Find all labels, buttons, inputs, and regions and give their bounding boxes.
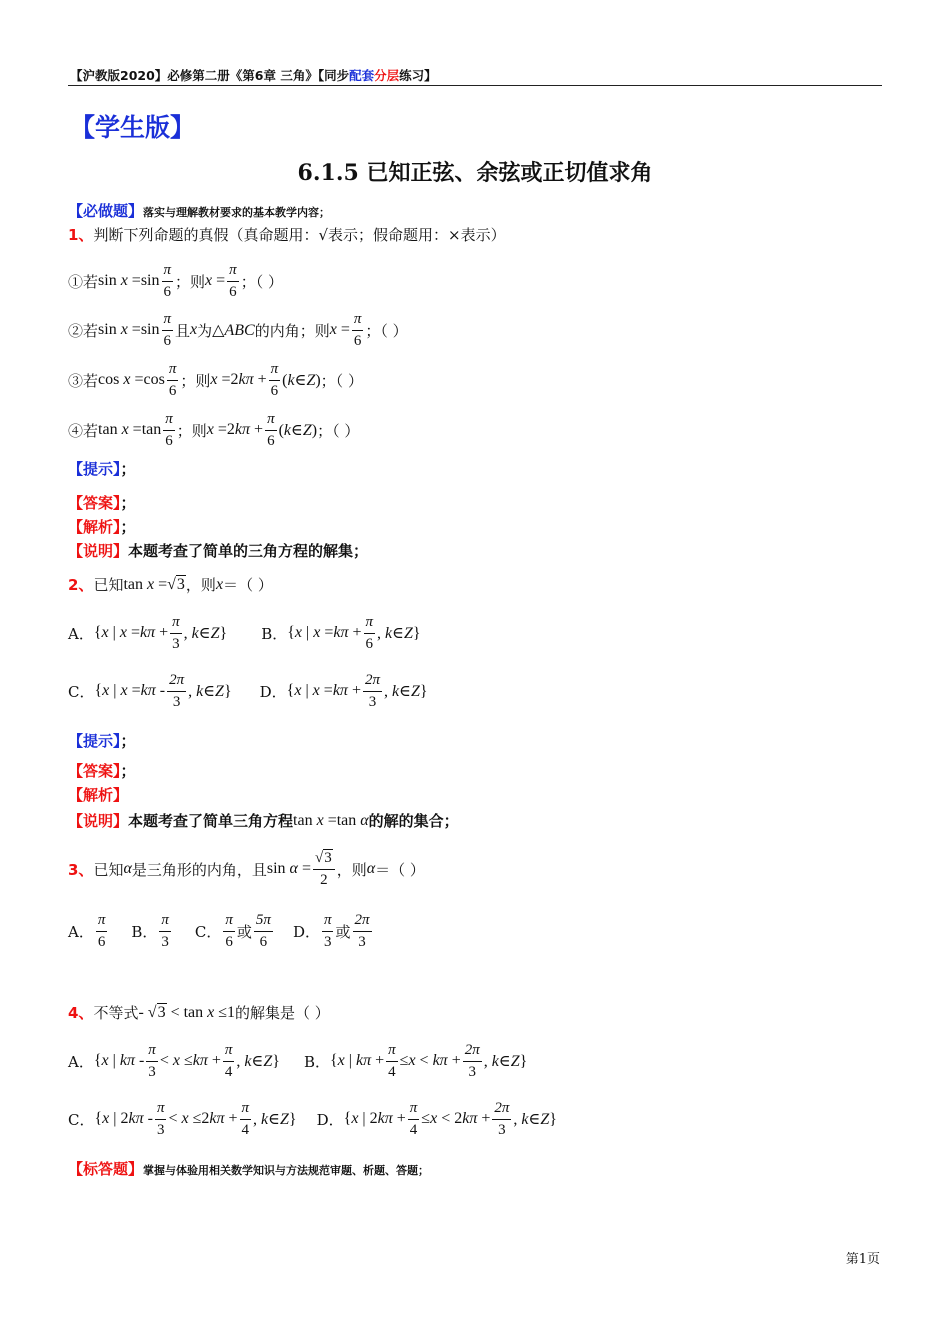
- math-expr: x =: [205, 272, 226, 289]
- page-number: 第1页: [845, 1252, 880, 1267]
- question-number: 4、: [68, 1004, 94, 1022]
- math-expr: cos x =cos: [98, 371, 165, 388]
- page-title: 6.1.5 已知正弦、余弦或正切值求角: [297, 160, 653, 186]
- q2-options-row2: [68, 672, 428, 710]
- fraction: $\frac{5\pi}{6}$: [255, 912, 271, 950]
- q1-hint: [68, 458, 136, 479]
- item-text: 且: [175, 321, 191, 340]
- question-2-stem: [68, 574, 273, 595]
- question-text: （ ）: [238, 576, 273, 594]
- math-expr: {x | kπ -: [93, 1052, 145, 1069]
- math-expr: tan x =tan: [98, 421, 162, 438]
- fraction: $\frac{\pi}{6}$: [267, 411, 275, 449]
- question-text: 已知: [93, 860, 124, 879]
- math-expr: {x | 2kπ +: [343, 1110, 406, 1127]
- math-expr: α: [366, 860, 376, 877]
- question-text: 不等式: [93, 1004, 139, 1022]
- option-label-a: A．: [68, 922, 94, 941]
- semicolon: ；: [120, 460, 136, 478]
- math-expr: {x | 2kπ -: [94, 1110, 153, 1127]
- fraction: $\frac{\pi}{4}$: [388, 1042, 396, 1080]
- answer-tag: 【答案】: [68, 494, 121, 512]
- note-tag: 【说明】: [68, 812, 129, 830]
- option-label-d: D．: [316, 1110, 344, 1129]
- q1-answer: [68, 492, 136, 513]
- fraction: $\frac{\pi}{6}$: [165, 411, 173, 449]
- tag-answer-desc: 掌握与体验用相关数学知识与方法规范审题、析题、答题；: [143, 1164, 430, 1177]
- question-1-stem: [68, 224, 506, 245]
- item-text: ②若: [68, 321, 99, 340]
- question-text: 的解集是（ ）: [235, 1004, 330, 1022]
- math-expr: < x ≤2kπ +: [168, 1110, 238, 1127]
- math-expr: < x ≤kπ +: [159, 1052, 221, 1069]
- fraction: $\frac{\pi}{6}$: [97, 912, 106, 950]
- fraction: $\frac{\pi}{6}$: [225, 912, 233, 950]
- semicolon: ；: [120, 732, 136, 750]
- tag-answer-tag: 【标答题】: [68, 1160, 144, 1178]
- fraction: $\frac{\pi}{6}$: [168, 361, 177, 399]
- item-text: ；则: [180, 371, 211, 390]
- q3-options: [68, 912, 374, 950]
- note-text: 的解的集合；: [368, 812, 459, 830]
- must-do-tag: 【必做题】: [68, 202, 144, 220]
- item-text: ；（ ）: [320, 371, 363, 390]
- question-number: 2、: [68, 576, 94, 594]
- q1-note: [68, 540, 368, 561]
- option-label-a: A．: [68, 1052, 94, 1071]
- question-number: 3、: [68, 860, 94, 879]
- math-expr: x =: [329, 321, 350, 338]
- q2-answer: [68, 760, 136, 781]
- option-label-c: C．: [68, 682, 95, 701]
- q1-item-2: [68, 311, 408, 349]
- semicolon: ；: [120, 762, 136, 780]
- fraction: $\frac{\pi}{3}$: [156, 1100, 165, 1138]
- math-expr: x =2kπ +: [206, 421, 264, 438]
- math-expr: x: [190, 321, 198, 338]
- fraction: $\frac{2\pi}{3}$: [169, 672, 185, 710]
- hint-tag: 【提示】: [68, 460, 121, 478]
- fraction: $\frac{\pi}{6}$: [163, 311, 172, 349]
- fraction: $\frac{\pi}{4}$: [241, 1100, 250, 1138]
- item-text: 的内角；则: [254, 321, 330, 340]
- fraction: $\frac{2\pi}{3}$: [354, 912, 370, 950]
- answer-tag: 【答案】: [68, 762, 121, 780]
- q1-analysis: [68, 516, 136, 537]
- math-expr: (k∈Z): [282, 372, 321, 389]
- q4-options-row1: [68, 1042, 527, 1080]
- question-text: 是三角形的内角，且: [131, 860, 267, 879]
- item-text: ①若: [68, 272, 99, 291]
- fraction: $\frac{\pi}{3}$: [323, 912, 332, 950]
- math-expr: {x | x =kπ +: [286, 682, 361, 699]
- math-expr: △ABC: [212, 322, 255, 339]
- option-label-b: B．: [261, 624, 288, 643]
- math-expr: sin α =: [266, 860, 311, 877]
- q1-item-3: [68, 361, 363, 399]
- semicolon: ；: [120, 494, 136, 512]
- student-version-label: 【学生版】: [70, 113, 196, 142]
- header-text-end: 练习】: [399, 68, 437, 83]
- question-4-stem: [68, 1002, 330, 1023]
- or-text: 或: [236, 922, 252, 941]
- fraction: $\frac{\pi}{3}$: [161, 912, 169, 950]
- fraction: $\frac{\pi}{6}$: [229, 262, 237, 300]
- option-label-d: D．: [292, 922, 320, 941]
- fraction: $\frac{2\pi}{3}$: [364, 672, 380, 710]
- note-text: 本题考查了简单三角方程: [128, 812, 294, 830]
- option-label-b: B．: [131, 922, 158, 941]
- math-expr: tan x =√3: [123, 575, 185, 593]
- q1-item-1: [68, 262, 283, 300]
- question-text: 已知: [93, 576, 124, 594]
- item-text: ；（ ）: [317, 421, 360, 440]
- math-expr: , k∈Z}: [253, 1111, 297, 1128]
- must-do-desc: 落实与理解教材要求的基本教学内容；: [143, 206, 331, 219]
- item-text: ③若: [68, 371, 99, 390]
- fraction: $\frac{√3}{2}$: [313, 850, 335, 888]
- q2-analysis: [68, 784, 128, 805]
- q2-note: [68, 810, 459, 831]
- math-expr: {x | x =kπ +: [287, 624, 362, 641]
- math-expr: , k∈Z}: [383, 683, 428, 700]
- fraction: $\frac{\pi}{4}$: [409, 1100, 418, 1138]
- math-expr: , k∈Z}: [188, 683, 232, 700]
- question-number: 1、: [68, 226, 94, 244]
- math-expr: {x | x =kπ -: [94, 682, 166, 699]
- note-text: 本题考查了简单的三角方程的解集；: [128, 542, 369, 560]
- semicolon: ；: [120, 518, 136, 536]
- item-text: 为: [197, 321, 213, 340]
- math-expr: ≤x < 2kπ +: [421, 1110, 491, 1127]
- question-text: ，则: [336, 860, 367, 879]
- header-text-blue: 配套: [349, 68, 375, 83]
- math-expr: , k∈Z}: [483, 1053, 528, 1070]
- fraction: $\frac{\pi}{4}$: [224, 1042, 233, 1080]
- q2-hint: [68, 730, 136, 751]
- fraction: $\frac{\pi}{6}$: [353, 311, 362, 349]
- math-expr: (k∈Z): [278, 422, 318, 439]
- item-text: ④若: [68, 421, 99, 440]
- option-label-c: C．: [194, 922, 222, 941]
- q1-item-4: [68, 411, 359, 449]
- fraction: $\frac{\pi}{6}$: [270, 361, 279, 399]
- fraction: $\frac{2\pi}{3}$: [464, 1042, 480, 1080]
- math-expr: - √3 < tan x ≤1: [138, 1003, 236, 1021]
- equals: ＝: [223, 576, 239, 594]
- tag-answer-heading: [68, 1158, 429, 1179]
- header-text-red: 分层: [374, 68, 400, 83]
- must-do-heading: [68, 200, 330, 221]
- fraction: $\frac{\pi}{6}$: [365, 614, 374, 652]
- item-text: ；（ ）: [240, 272, 283, 291]
- math-expr: {x | x =kπ +: [93, 624, 169, 641]
- question-3-stem: [68, 850, 425, 888]
- math-expr: , k∈Z}: [513, 1111, 557, 1128]
- equals: ＝: [375, 860, 391, 879]
- analysis-tag: 【解析】: [68, 518, 121, 536]
- fraction: $\frac{\pi}{3}$: [148, 1042, 156, 1080]
- math-expr: x =2kπ +: [210, 371, 267, 388]
- option-label-d: D．: [259, 682, 287, 701]
- question-text: ，则: [185, 576, 216, 594]
- or-text: 或: [335, 922, 351, 941]
- math-expr: ≤x < kπ +: [399, 1052, 461, 1069]
- fraction: $\frac{\pi}{3}$: [172, 614, 180, 652]
- header-text: 【沪教版2020】必修第二册《第6章 三角》【同步: [70, 68, 350, 83]
- item-text: ；则: [176, 421, 207, 440]
- math-expr: , k∈Z}: [236, 1053, 280, 1070]
- math-expr: tan x =tan α: [293, 811, 369, 829]
- option-label-b: B．: [303, 1052, 330, 1071]
- math-expr: {x | kπ +: [329, 1052, 385, 1069]
- q4-options-row2: [68, 1100, 557, 1138]
- item-text: ；（ ）: [365, 321, 408, 340]
- option-label-c: C．: [68, 1110, 95, 1129]
- fraction: $\frac{\pi}{6}$: [163, 262, 172, 300]
- math-expr: x: [215, 575, 224, 593]
- math-expr: , k∈Z}: [183, 625, 228, 642]
- math-expr: sin x =sin: [98, 272, 160, 289]
- q2-options-row1: [68, 614, 421, 652]
- item-text: ；则: [175, 272, 206, 291]
- math-expr: α: [123, 860, 132, 877]
- note-tag: 【说明】: [68, 542, 129, 560]
- option-label-a: A．: [68, 624, 94, 643]
- question-text: 判断下列命题的真假（真命题用：√表示；假命题用：×表示）: [93, 226, 506, 244]
- math-expr: sin x =sin: [98, 321, 160, 338]
- fraction: $\frac{2\pi}{3}$: [494, 1100, 510, 1138]
- page-header: [70, 66, 437, 84]
- math-expr: , k∈Z}: [377, 625, 421, 642]
- analysis-tag: 【解析】: [68, 786, 129, 804]
- question-text: （ ）: [390, 860, 425, 879]
- hint-tag: 【提示】: [68, 732, 121, 750]
- header-divider: [68, 85, 882, 86]
